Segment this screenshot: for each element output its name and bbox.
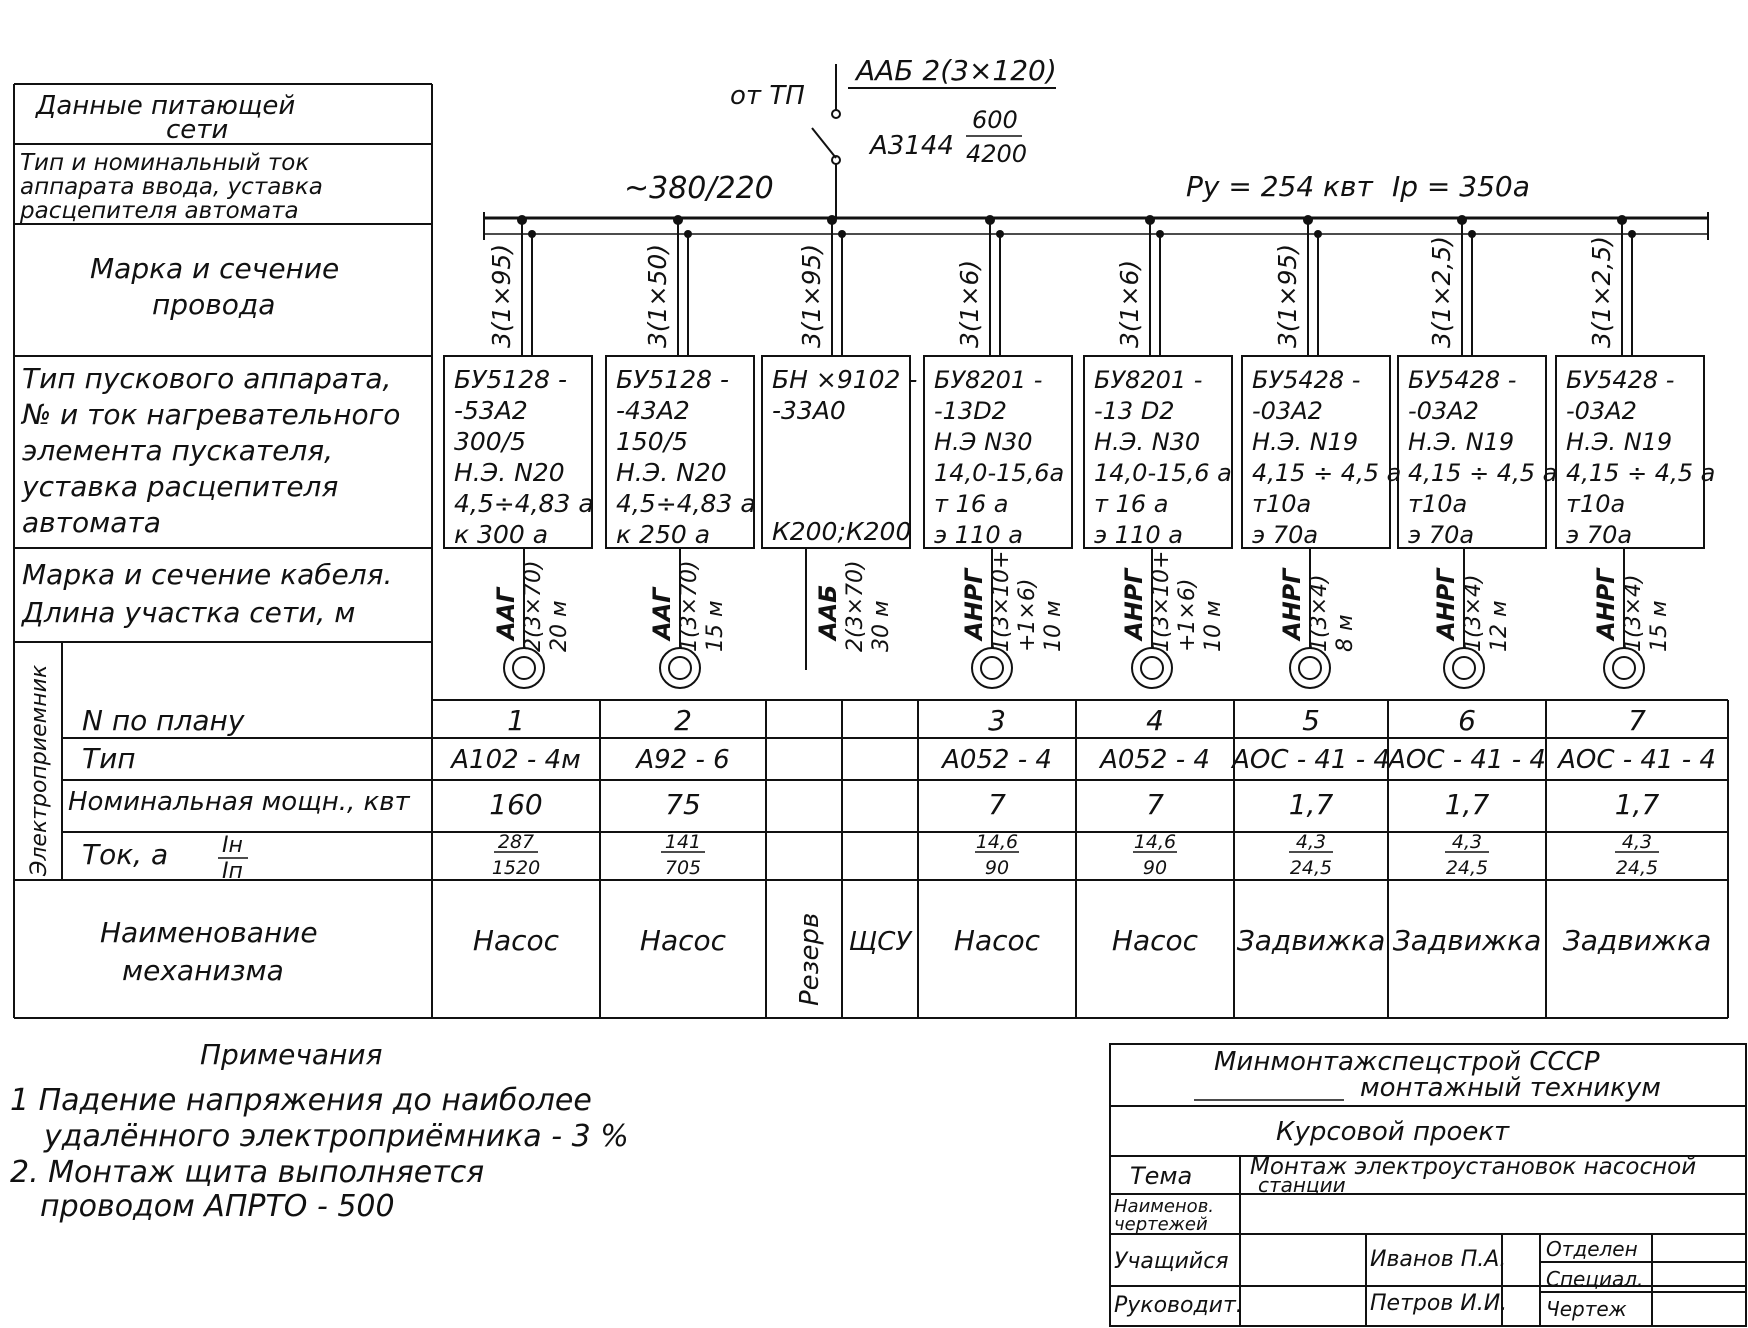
receiver-power-1: 160 <box>489 788 543 821</box>
starter-line-1-5: 4,5÷4,83 а <box>454 489 594 518</box>
starter-line-1-3: 300/5 <box>454 427 527 456</box>
cable-label-5-2: 1(3×10+ <box>1149 550 1174 652</box>
row-label-supply-1: Данные питающей <box>36 91 296 121</box>
stamp-org-2: монтажный техникум <box>1360 1073 1661 1103</box>
motor-inner-6 <box>1299 657 1321 679</box>
stamp-org-1: Минмонтажспецстрой СССР <box>1214 1047 1600 1077</box>
cable-label-1-2: 2(3×70) <box>521 560 546 652</box>
starter-line-8-5: т10а <box>1566 490 1626 518</box>
receiver-type-2: А92 - 6 <box>636 745 730 775</box>
stamp-sheet-label: Чертеж <box>1546 1297 1627 1321</box>
cable-label-8-3: 15 м <box>1647 600 1672 652</box>
mechanism-4: Насос <box>953 924 1041 957</box>
notes-line-4: проводом АПРТО - 500 <box>40 1189 395 1224</box>
row-label-starter <box>20 362 400 539</box>
current-ip-4: 90 <box>984 857 1010 879</box>
current-ip-8: 24,5 <box>1615 857 1659 879</box>
wire-label-3: 3(1×95) <box>797 243 826 348</box>
cable-label-5-3: +1×6) <box>1175 578 1200 652</box>
receiver-power-8: 1,7 <box>1614 788 1660 821</box>
cable-label-3-3: 30 м <box>869 600 894 652</box>
motor-outer-6 <box>1290 648 1330 688</box>
cable-label-7-1: АНРГ <box>1432 568 1460 640</box>
starter-line-1-1: БУ5128 - <box>454 365 567 394</box>
row-label-mechanism-1: Наименование <box>100 916 318 949</box>
stamp-supervisor-label: Руководит. <box>1114 1293 1243 1318</box>
stamp-topic-value-1: Монтаж электроустановок насосной <box>1250 1154 1697 1180</box>
receiver-type-7: АОС - 41 - 4 <box>1388 745 1546 775</box>
cable-label-8-1: АНРГ <box>1592 568 1620 640</box>
stamp-drawing-label-1: Наименов. <box>1114 1196 1215 1217</box>
starter-line-3-6: К200;К200 <box>772 517 912 546</box>
current-in-8: 4,3 <box>1621 831 1653 853</box>
current-in-1: 287 <box>497 831 535 853</box>
cable-label-6-2: 1(3×4) <box>1307 574 1332 652</box>
starter-line-6-4: 4,15 ÷ 4,5 а <box>1252 459 1402 487</box>
starter-line-6-1: БУ5428 - <box>1252 366 1361 394</box>
row-label-current <box>82 833 248 884</box>
cable-label-2-2: 1(3×70) <box>677 560 702 652</box>
notes-title: Примечания <box>200 1038 383 1071</box>
row-label-starter-1: Тип пускового аппарата, <box>22 362 392 395</box>
wire-label-4: 3(1×6) <box>955 259 984 348</box>
current-in-7: 4,3 <box>1451 831 1483 853</box>
motor-inner-8 <box>1613 657 1635 679</box>
cable-label-3-2: 2(3×70) <box>843 560 868 652</box>
cable-label-6-3: 8 м <box>1333 614 1358 652</box>
wire-label-2: 3(1×50) <box>643 243 672 348</box>
cable-label-7-3: 12 м <box>1487 600 1512 652</box>
starter-line-4-2: -13D2 <box>934 397 1007 425</box>
row-label-current-text: Ток, а <box>82 838 169 871</box>
feed-breaker-den: 4200 <box>966 140 1028 168</box>
plan-no-7: 6 <box>1458 704 1476 737</box>
motor-outer-4 <box>972 648 1012 688</box>
notes <box>10 1038 629 1224</box>
starter-line-7-6: э 70а <box>1408 521 1475 549</box>
feed-voltage: ~380/220 <box>624 171 774 206</box>
stamp-drawing-label-2: чертежей <box>1114 1214 1208 1235</box>
current-ip-7: 24,5 <box>1445 857 1489 879</box>
receiver-power-2: 75 <box>665 788 701 821</box>
starter-line-2-3: 150/5 <box>616 427 689 456</box>
stamp-supervisor-name: Петров И.И. <box>1370 1291 1508 1316</box>
starter-line-7-5: т10а <box>1408 490 1468 518</box>
row-label-receiver-group: Электроприемник <box>27 664 52 876</box>
motor-inner-4 <box>981 657 1003 679</box>
motor-outer-7 <box>1444 648 1484 688</box>
feed-from-tp: от ТП <box>730 81 805 111</box>
busbar <box>484 212 1708 240</box>
starter-line-2-4: Н.Э. N20 <box>616 458 727 487</box>
starter-line-7-2: -03А2 <box>1408 397 1479 425</box>
row-label-starter-4: уставка расцепителя <box>22 470 339 503</box>
feed-ip: Iр = 350а <box>1392 170 1530 203</box>
row-label-plan-no: N по плану <box>82 704 245 737</box>
current-ip-6: 24,5 <box>1289 857 1333 879</box>
mechanism-8: Задвижка <box>1562 924 1712 957</box>
row-label-wire <box>90 252 339 321</box>
starter-line-8-2: -03А2 <box>1566 397 1637 425</box>
motor-outer-5 <box>1132 648 1172 688</box>
row-label-supply-2: сети <box>166 115 229 145</box>
mechanism-shsu: ЩСУ <box>848 927 912 957</box>
starter-line-7-3: Н.Э. N19 <box>1408 428 1515 456</box>
stamp-dept-label: Отделен <box>1546 1237 1638 1261</box>
stamp-topic-label: Тема <box>1130 1162 1193 1190</box>
row-label-cable-2: Длина участка сети, м <box>22 596 356 629</box>
feed-breaker-num: 600 <box>972 106 1018 134</box>
starter-line-5-6: э 110 а <box>1094 521 1183 549</box>
mechanism-5: Насос <box>1111 924 1199 957</box>
row-label-mechanism <box>100 916 318 987</box>
starter-line-4-6: э 110 а <box>934 521 1023 549</box>
row-label-wire-1: Марка и сечение <box>90 252 340 285</box>
row-label-type: Тип <box>82 742 136 775</box>
motor-inner-7 <box>1453 657 1475 679</box>
starter-line-3-1: БН ×9102 - <box>772 365 918 394</box>
current-ip-1: 1520 <box>491 857 541 879</box>
plan-no-2: 2 <box>674 704 692 737</box>
starter-line-4-5: т 16 а <box>934 490 1009 518</box>
cable-label-1-1: ААГ <box>492 587 520 640</box>
wire-label-7: 3(1×2,5) <box>1427 235 1456 348</box>
row-label-current-den: Iп <box>222 859 243 884</box>
starter-line-4-4: 14,0-15,6а <box>934 459 1065 487</box>
row-label-cable <box>20 558 392 629</box>
starter-line-6-2: -03А2 <box>1252 397 1323 425</box>
motor-outer-8 <box>1604 648 1644 688</box>
row-label-current-num: Iн <box>222 833 243 858</box>
row-label-input-2: аппарата ввода, уставка <box>20 174 323 200</box>
starter-line-5-5: т 16 а <box>1094 490 1169 518</box>
plan-no-6: 5 <box>1302 704 1320 737</box>
motor-inner-1 <box>513 657 535 679</box>
mechanism-2: Насос <box>639 924 727 957</box>
row-label-cable-1: Марка и сечение кабеля. <box>22 558 393 591</box>
starter-line-1-2: -53А2 <box>454 396 528 425</box>
receiver-type-6: АОС - 41 - 4 <box>1232 745 1390 775</box>
row-label-input-device <box>19 150 323 224</box>
cable-label-5-4: 10 м <box>1201 600 1226 652</box>
plan-no-1: 1 <box>507 704 525 737</box>
mechanism-1: Насос <box>472 924 560 957</box>
feed-breaker-type: А3144 <box>870 131 954 161</box>
starter-line-5-4: 14,0-15,6 а <box>1094 459 1232 487</box>
cable-label-6-1: АНРГ <box>1278 568 1306 640</box>
starter-line-5-3: Н.Э. N30 <box>1094 428 1201 456</box>
starter-line-8-3: Н.Э. N19 <box>1566 428 1673 456</box>
current-in-4: 14,6 <box>975 831 1019 853</box>
cable-label-2-1: ААГ <box>648 587 676 640</box>
starter-line-5-1: БУ8201 - <box>1094 366 1203 394</box>
receiver-power-5: 7 <box>1146 788 1164 821</box>
motor-inner-2 <box>669 657 691 679</box>
plan-no-4: 3 <box>988 704 1006 737</box>
starter-line-1-6: к 300 а <box>454 520 549 549</box>
stamp-student-name: Иванов П.А. <box>1370 1247 1507 1272</box>
wire-label-5: 3(1×6) <box>1115 259 1144 348</box>
receiver-type-1: А102 - 4м <box>451 745 581 775</box>
starter-line-8-1: БУ5428 - <box>1566 366 1675 394</box>
starter-line-2-2: -43А2 <box>616 396 690 425</box>
notes-line-3: 2. Монтаж щита выполняется <box>10 1155 485 1190</box>
columns-layer <box>444 215 1716 1006</box>
starter-line-8-4: 4,15 ÷ 4,5 а <box>1566 459 1716 487</box>
starter-line-4-3: Н.Э N30 <box>934 428 1033 456</box>
current-ip-2: 705 <box>664 857 702 879</box>
row-label-starter-5: автомата <box>22 506 161 539</box>
cable-label-4-1: АНРГ <box>960 568 988 640</box>
wire-label-8: 3(1×2,5) <box>1587 235 1616 348</box>
notes-line-1: 1 Падение напряжения до наиболее <box>10 1083 592 1118</box>
cable-label-1-3: 20 м <box>547 600 572 652</box>
receiver-type-5: А052 - 4 <box>1100 745 1210 775</box>
starter-line-2-5: 4,5÷4,83 а <box>616 489 756 518</box>
cable-label-4-3: +1×6) <box>1015 578 1040 652</box>
row-label-input-3: расцепителя автомата <box>20 198 299 224</box>
starter-line-3-2: -33А0 <box>772 396 846 425</box>
plan-no-5: 4 <box>1146 704 1164 737</box>
cable-label-4-4: 10 м <box>1041 600 1066 652</box>
row-label-mechanism-2: механизма <box>122 954 284 987</box>
wire-label-6: 3(1×95) <box>1273 243 1302 348</box>
row-label-starter-3: элемента пускателя, <box>22 434 334 467</box>
motor-inner-5 <box>1141 657 1163 679</box>
cable-label-2-3: 15 м <box>703 600 728 652</box>
current-in-5: 14,6 <box>1133 831 1177 853</box>
starter-line-2-1: БУ5128 - <box>616 365 729 394</box>
stamp-project: Курсовой проект <box>1276 1117 1510 1147</box>
wire-label-1: 3(1×95) <box>487 243 516 348</box>
starter-line-6-6: э 70а <box>1252 521 1319 549</box>
starter-line-7-1: БУ5428 - <box>1408 366 1517 394</box>
feed-cable: ААБ 2(3×120) <box>856 54 1057 87</box>
starter-line-6-3: Н.Э. N19 <box>1252 428 1359 456</box>
starter-line-8-6: э 70а <box>1566 521 1633 549</box>
starter-line-6-5: т10а <box>1252 490 1312 518</box>
mechanism-6: Задвижка <box>1236 924 1386 957</box>
receiver-type-8: АОС - 41 - 4 <box>1558 745 1716 775</box>
starter-line-2-6: к 250 а <box>616 520 711 549</box>
row-label-power: Номинальная мощн., квт <box>68 787 410 817</box>
mechanism-reserve: Резерв <box>795 912 825 1006</box>
current-in-6: 4,3 <box>1295 831 1327 853</box>
cable-label-5-1: АНРГ <box>1120 568 1148 640</box>
receiver-power-6: 1,7 <box>1288 788 1334 821</box>
stamp-spec-label: Специал. <box>1546 1267 1644 1291</box>
notes-line-2: удалённого электроприёмника - 3 % <box>44 1119 629 1154</box>
starter-line-7-4: 4,15 ÷ 4,5 а <box>1408 459 1558 487</box>
starter-line-5-2: -13 D2 <box>1094 397 1175 425</box>
row-label-starter-2: № и ток нагревательного <box>22 398 401 431</box>
row-label-wire-2: провода <box>152 288 276 321</box>
cable-label-7-2: 1(3×4) <box>1461 574 1486 652</box>
cable-label-3-1: ААБ <box>814 584 842 640</box>
stamp-student-label: Учащийся <box>1114 1249 1229 1274</box>
cable-label-4-2: 1(3×10+ <box>989 550 1014 652</box>
row-label-supply <box>35 91 295 145</box>
stamp-topic-value-2: станции <box>1258 1173 1346 1197</box>
starter-line-4-1: БУ8201 - <box>934 366 1043 394</box>
current-in-2: 141 <box>664 831 702 853</box>
receiver-type-4: А052 - 4 <box>942 745 1052 775</box>
mechanism-7: Задвижка <box>1392 924 1542 957</box>
motor-outer-2 <box>660 648 700 688</box>
motor-outer-1 <box>504 648 544 688</box>
receiver-power-4: 7 <box>988 788 1006 821</box>
cable-label-8-2: 1(3×4) <box>1621 574 1646 652</box>
plan-no-8: 7 <box>1628 704 1646 737</box>
feed-py: Ру = 254 квт <box>1186 170 1373 203</box>
receiver-power-7: 1,7 <box>1444 788 1490 821</box>
starter-line-1-4: Н.Э. N20 <box>454 458 565 487</box>
row-label-input-1: Тип и номинальный ток <box>20 150 310 176</box>
current-ip-5: 90 <box>1142 857 1168 879</box>
